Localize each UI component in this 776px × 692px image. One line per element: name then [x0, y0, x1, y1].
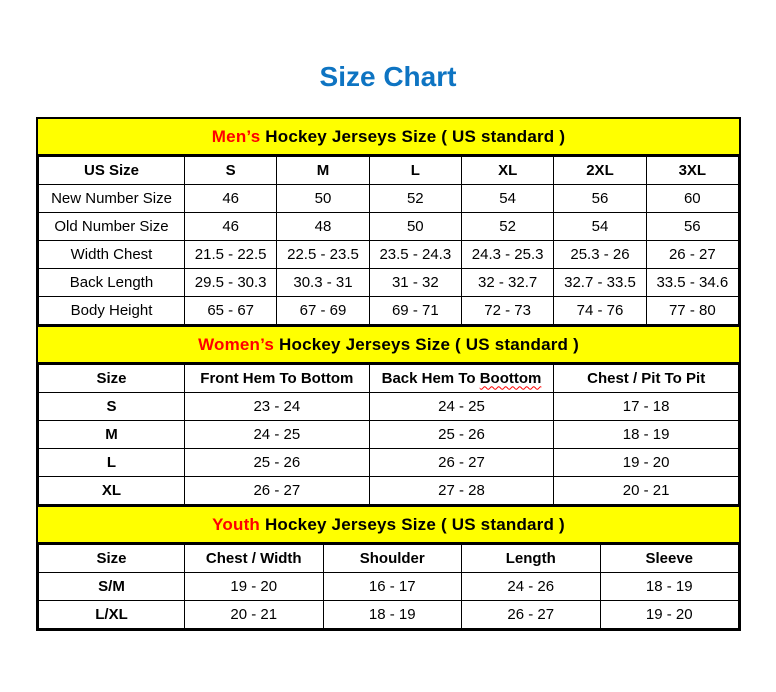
row-label-cell: L [39, 448, 185, 476]
column-header-cell: Size [39, 544, 185, 572]
table-row [39, 572, 739, 600]
column-header-cell: 2XL [554, 156, 646, 184]
value-cell: 46 [185, 212, 277, 240]
value-cell: 24 - 25 [369, 392, 554, 420]
column-header-cell: Shoulder [323, 544, 462, 572]
mens-band-rest: Hockey Jerseys Size ( US standard ) [260, 126, 566, 146]
value-cell: 54 [554, 212, 646, 240]
value-cell: 26 - 27 [185, 476, 370, 504]
youth-section-band [38, 505, 739, 544]
value-cell: 26 - 27 [369, 448, 554, 476]
value-cell: 31 - 32 [369, 268, 461, 296]
misspelled-word: Boottom [479, 369, 542, 387]
value-cell: 46 [185, 184, 277, 212]
row-label-cell: Width Chest [39, 240, 185, 268]
value-cell: 50 [277, 184, 369, 212]
value-cell: 29.5 - 30.3 [185, 268, 277, 296]
value-cell: 50 [369, 212, 461, 240]
column-header-cell: L [369, 156, 461, 184]
value-cell: 22.5 - 23.5 [277, 240, 369, 268]
row-label-cell: S/M [39, 572, 185, 600]
row-label-cell: L/XL [39, 600, 185, 628]
value-cell: 32.7 - 33.5 [554, 268, 646, 296]
table-row [39, 296, 739, 324]
value-cell: 20 - 21 [554, 476, 739, 504]
column-header-cell: Chest / Width [185, 544, 324, 572]
value-cell: 19 - 20 [554, 448, 739, 476]
value-cell: 25 - 26 [369, 420, 554, 448]
column-header-cell-misspelled [369, 364, 554, 392]
table-row [39, 420, 739, 448]
table-row [39, 544, 739, 572]
value-cell: 23.5 - 24.3 [369, 240, 461, 268]
value-cell: 24.3 - 25.3 [461, 240, 553, 268]
row-label-cell: Back Length [39, 268, 185, 296]
mens-section-band [38, 119, 739, 156]
table-row [39, 600, 739, 628]
table-row [39, 364, 739, 392]
table-row [39, 184, 739, 212]
table-row [39, 240, 739, 268]
youth-band-accent: Youth [212, 514, 261, 534]
value-cell: 24 - 26 [462, 572, 601, 600]
value-cell: 52 [461, 212, 553, 240]
misspell-prefix: Back Hem To [381, 369, 480, 387]
value-cell: 56 [646, 212, 738, 240]
page-title: Size Chart [319, 61, 457, 92]
table-row [39, 268, 739, 296]
value-cell: 16 - 17 [323, 572, 462, 600]
table-row [39, 448, 739, 476]
row-label-cell: XL [39, 476, 185, 504]
row-label-cell: M [39, 420, 185, 448]
value-cell: 32 - 32.7 [461, 268, 553, 296]
value-cell: 74 - 76 [554, 296, 646, 324]
column-header-cell: M [277, 156, 369, 184]
table-row [39, 476, 739, 504]
value-cell: 26 - 27 [462, 600, 601, 628]
column-header-cell: Length [462, 544, 601, 572]
value-cell: 19 - 20 [600, 600, 739, 628]
value-cell: 48 [277, 212, 369, 240]
value-cell: 30.3 - 31 [277, 268, 369, 296]
value-cell: 17 - 18 [554, 392, 739, 420]
column-header-cell: 3XL [646, 156, 738, 184]
column-header-cell: Chest / Pit To Pit [554, 364, 739, 392]
value-cell: 60 [646, 184, 738, 212]
womens-table [38, 364, 739, 505]
mens-table [38, 156, 739, 325]
womens-section-band [38, 325, 739, 364]
value-cell: 56 [554, 184, 646, 212]
value-cell: 27 - 28 [369, 476, 554, 504]
value-cell: 77 - 80 [646, 296, 738, 324]
womens-band-accent: Women’s [198, 334, 275, 354]
value-cell: 25.3 - 26 [554, 240, 646, 268]
value-cell: 52 [369, 184, 461, 212]
row-label-cell: New Number Size [39, 184, 185, 212]
row-label-cell: S [39, 392, 185, 420]
table-row [39, 156, 739, 184]
value-cell: 21.5 - 22.5 [185, 240, 277, 268]
value-cell: 18 - 19 [554, 420, 739, 448]
value-cell: 18 - 19 [323, 600, 462, 628]
row-label-cell: Body Height [39, 296, 185, 324]
value-cell: 20 - 21 [185, 600, 324, 628]
column-header-cell: Front Hem To Bottom [185, 364, 370, 392]
womens-band-rest: Hockey Jerseys Size ( US standard ) [274, 334, 579, 354]
column-header-cell: Size [39, 364, 185, 392]
value-cell: 24 - 25 [185, 420, 370, 448]
column-header-cell: S [185, 156, 277, 184]
row-label-cell: Old Number Size [39, 212, 185, 240]
size-chart [36, 117, 741, 631]
value-cell: 67 - 69 [277, 296, 369, 324]
value-cell: 65 - 67 [185, 296, 277, 324]
value-cell: 18 - 19 [600, 572, 739, 600]
youth-band-rest: Hockey Jerseys Size ( US standard ) [260, 514, 565, 534]
value-cell: 26 - 27 [646, 240, 738, 268]
column-header-cell: Sleeve [600, 544, 739, 572]
table-row [39, 212, 739, 240]
value-cell: 33.5 - 34.6 [646, 268, 738, 296]
column-header-cell: XL [461, 156, 553, 184]
youth-table [38, 544, 739, 629]
value-cell: 54 [461, 184, 553, 212]
column-header-cell: US Size [39, 156, 185, 184]
value-cell: 69 - 71 [369, 296, 461, 324]
value-cell: 72 - 73 [461, 296, 553, 324]
value-cell: 23 - 24 [185, 392, 370, 420]
mens-band-accent: Men’s [211, 126, 261, 146]
value-cell: 19 - 20 [185, 572, 324, 600]
table-row [39, 392, 739, 420]
value-cell: 25 - 26 [185, 448, 370, 476]
